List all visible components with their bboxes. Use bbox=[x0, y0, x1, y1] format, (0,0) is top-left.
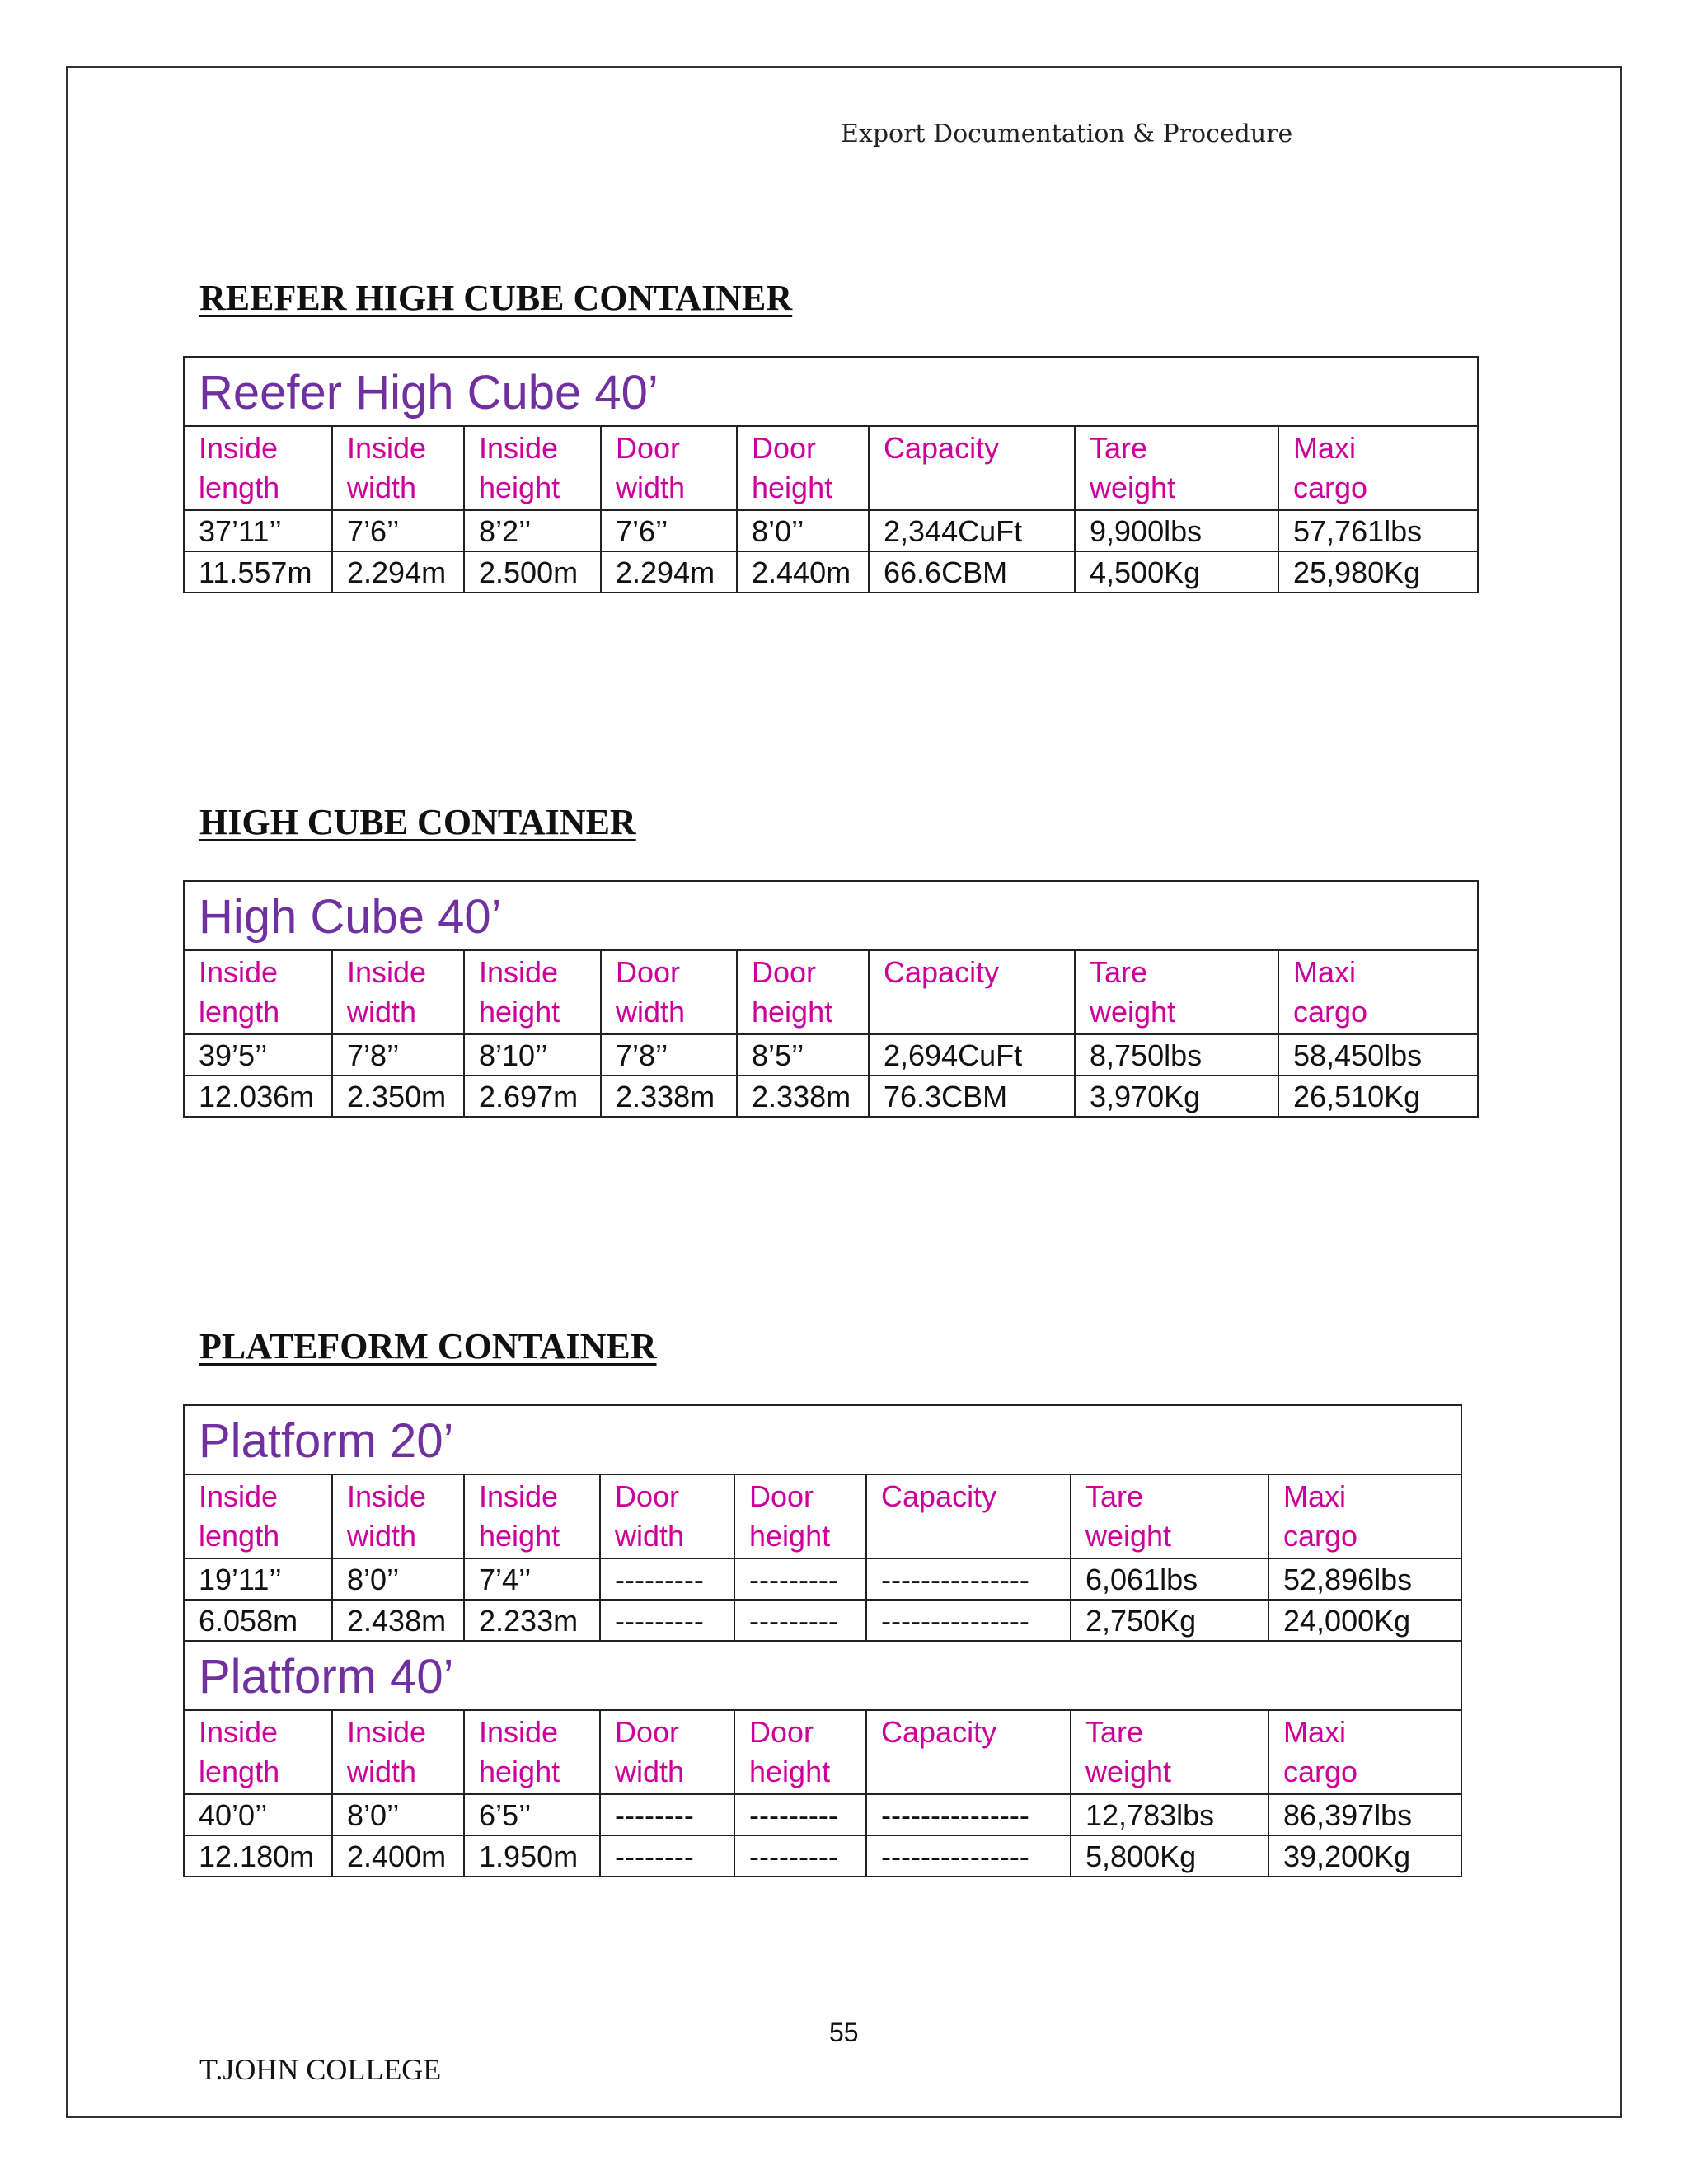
table-cell: 2,694CuFt bbox=[869, 1034, 1075, 1076]
table-cell: --------------- bbox=[866, 1600, 1071, 1641]
column-header: Tare weight bbox=[1075, 426, 1278, 510]
column-header: Door width bbox=[600, 1474, 734, 1558]
table-cell: 6,061lbs bbox=[1071, 1558, 1268, 1600]
table-title: Reefer High Cube 40’ bbox=[184, 357, 1478, 426]
column-header: Maxi cargo bbox=[1278, 426, 1478, 510]
table-cell: 76.3CBM bbox=[869, 1076, 1075, 1117]
table-cell: --------- bbox=[734, 1600, 866, 1641]
table-cell: 57,761lbs bbox=[1278, 510, 1478, 551]
column-header: Inside length bbox=[184, 1710, 332, 1794]
column-header: Inside length bbox=[184, 950, 332, 1034]
column-header: Maxi cargo bbox=[1278, 950, 1478, 1034]
table-cell: 2,344CuFt bbox=[869, 510, 1075, 551]
table-title: Platform 40’ bbox=[184, 1641, 1461, 1710]
column-header: Door height bbox=[737, 950, 869, 1034]
table-cell: 8,750lbs bbox=[1075, 1034, 1278, 1076]
table-cell: 7’4’’ bbox=[464, 1558, 600, 1600]
table-title: Platform 20’ bbox=[184, 1405, 1461, 1474]
column-header: Inside length bbox=[184, 1474, 332, 1558]
column-header: Capacity bbox=[866, 1474, 1071, 1558]
table-cell: 8’0’’ bbox=[737, 510, 869, 551]
table-cell: 2.440m bbox=[737, 551, 869, 593]
column-header: Inside width bbox=[332, 426, 464, 510]
column-header: Inside length bbox=[184, 426, 332, 510]
header-row bbox=[184, 426, 1478, 510]
column-header: Door width bbox=[600, 1710, 734, 1794]
table-cell: 2.438m bbox=[332, 1600, 464, 1641]
column-header: Capacity bbox=[866, 1710, 1071, 1794]
column-header: Inside height bbox=[464, 1710, 600, 1794]
table-cell: 3,970Kg bbox=[1075, 1076, 1278, 1117]
table-row bbox=[184, 510, 1478, 551]
table-row bbox=[184, 1076, 1478, 1117]
table-row bbox=[184, 1034, 1478, 1076]
table-cell: 37’11’’ bbox=[184, 510, 332, 551]
column-header: Tare weight bbox=[1071, 1710, 1268, 1794]
column-header: Door width bbox=[601, 950, 737, 1034]
table-cell: --------------- bbox=[866, 1835, 1071, 1877]
table-title: High Cube 40’ bbox=[184, 881, 1478, 950]
table-cell: 2.294m bbox=[332, 551, 464, 593]
column-header: Maxi cargo bbox=[1268, 1474, 1461, 1558]
section-heading-plateform: PLATEFORM CONTAINER bbox=[199, 1326, 657, 1366]
column-header: Inside height bbox=[464, 426, 601, 510]
table-cell: 52,896lbs bbox=[1268, 1558, 1461, 1600]
table-cell: 8’2’’ bbox=[464, 510, 601, 551]
table-cell: 12.036m bbox=[184, 1076, 332, 1117]
column-header: Door height bbox=[737, 426, 869, 510]
table-cell: 1.950m bbox=[464, 1835, 600, 1877]
table-cell: 25,980Kg bbox=[1278, 551, 1478, 593]
column-header: Inside width bbox=[332, 1710, 464, 1794]
table-cell: 2.697m bbox=[464, 1076, 601, 1117]
spec-table-platform bbox=[183, 1404, 1462, 1877]
table-cell: 6’5’’ bbox=[464, 1794, 600, 1835]
column-header: Capacity bbox=[869, 950, 1075, 1034]
table-cell: 39’5’’ bbox=[184, 1034, 332, 1076]
column-header: Tare weight bbox=[1071, 1474, 1268, 1558]
table-cell: 2.338m bbox=[737, 1076, 869, 1117]
section-heading-high-cube: HIGH CUBE CONTAINER bbox=[199, 802, 636, 842]
table-cell: 58,450lbs bbox=[1278, 1034, 1478, 1076]
column-header: Door height bbox=[734, 1710, 866, 1794]
table-cell: 7’6’’ bbox=[601, 510, 737, 551]
column-header: Inside height bbox=[464, 950, 601, 1034]
table-cell: 66.6CBM bbox=[869, 551, 1075, 593]
table-row bbox=[184, 1835, 1461, 1877]
column-header: Door width bbox=[601, 426, 737, 510]
table-cell: 11.557m bbox=[184, 551, 332, 593]
table-cell: --------------- bbox=[866, 1558, 1071, 1600]
header-row bbox=[184, 1474, 1461, 1558]
column-header: Inside height bbox=[464, 1474, 600, 1558]
table-cell: 7’6’’ bbox=[332, 510, 464, 551]
page-number: 55 bbox=[829, 2018, 859, 2047]
table-cell: 8’0’’ bbox=[332, 1794, 464, 1835]
table-cell: 2.350m bbox=[332, 1076, 464, 1117]
table-cell: 2.400m bbox=[332, 1835, 464, 1877]
table-cell: --------------- bbox=[866, 1794, 1071, 1835]
table-row bbox=[184, 1558, 1461, 1600]
table-cell: 7’8’’ bbox=[332, 1034, 464, 1076]
table-cell: 2.500m bbox=[464, 551, 601, 593]
column-header: Inside width bbox=[332, 950, 464, 1034]
table-cell: 2.338m bbox=[601, 1076, 737, 1117]
table-cell: 8’0’’ bbox=[332, 1558, 464, 1600]
column-header: Maxi cargo bbox=[1268, 1710, 1461, 1794]
table-cell: 7’8’’ bbox=[601, 1034, 737, 1076]
table-cell: 4,500Kg bbox=[1075, 551, 1278, 593]
table-cell: 2.233m bbox=[464, 1600, 600, 1641]
table-cell: --------- bbox=[734, 1835, 866, 1877]
spec-table-high-cube-40 bbox=[183, 880, 1479, 1118]
table-cell: 6.058m bbox=[184, 1600, 332, 1641]
table-cell: 2.294m bbox=[601, 551, 737, 593]
table-cell: 2,750Kg bbox=[1071, 1600, 1268, 1641]
column-header: Capacity bbox=[869, 426, 1075, 510]
table-cell: 86,397lbs bbox=[1268, 1794, 1461, 1835]
table-cell: 12,783lbs bbox=[1071, 1794, 1268, 1835]
footer-college: T.JOHN COLLEGE bbox=[199, 2053, 442, 2086]
section-heading-reefer-high-cube: REEFER HIGH CUBE CONTAINER bbox=[199, 278, 793, 318]
table-cell: --------- bbox=[600, 1600, 734, 1641]
table-cell: 12.180m bbox=[184, 1835, 332, 1877]
table-cell: --------- bbox=[734, 1794, 866, 1835]
table-cell: 8’10’’ bbox=[464, 1034, 601, 1076]
table-cell: 40’0’’ bbox=[184, 1794, 332, 1835]
table-row bbox=[184, 551, 1478, 593]
table-cell: 5,800Kg bbox=[1071, 1835, 1268, 1877]
running-header: Export Documentation & Procedure bbox=[841, 120, 1293, 148]
column-header: Inside width bbox=[332, 1474, 464, 1558]
spec-table-reefer-high-cube-40 bbox=[183, 356, 1479, 593]
table-cell: 24,000Kg bbox=[1268, 1600, 1461, 1641]
table-cell: 26,510Kg bbox=[1278, 1076, 1478, 1117]
table-cell: 39,200Kg bbox=[1268, 1835, 1461, 1877]
table-cell: 8’5’’ bbox=[737, 1034, 869, 1076]
table-cell: -------- bbox=[600, 1794, 734, 1835]
header-row bbox=[184, 950, 1478, 1034]
table-cell: 19’11’’ bbox=[184, 1558, 332, 1600]
column-header: Tare weight bbox=[1075, 950, 1278, 1034]
table-cell: -------- bbox=[600, 1835, 734, 1877]
table-cell: --------- bbox=[734, 1558, 866, 1600]
table-cell: 9,900lbs bbox=[1075, 510, 1278, 551]
header-row bbox=[184, 1710, 1461, 1794]
table-row bbox=[184, 1600, 1461, 1641]
table-cell: --------- bbox=[600, 1558, 734, 1600]
table-row bbox=[184, 1794, 1461, 1835]
column-header: Door height bbox=[734, 1474, 866, 1558]
